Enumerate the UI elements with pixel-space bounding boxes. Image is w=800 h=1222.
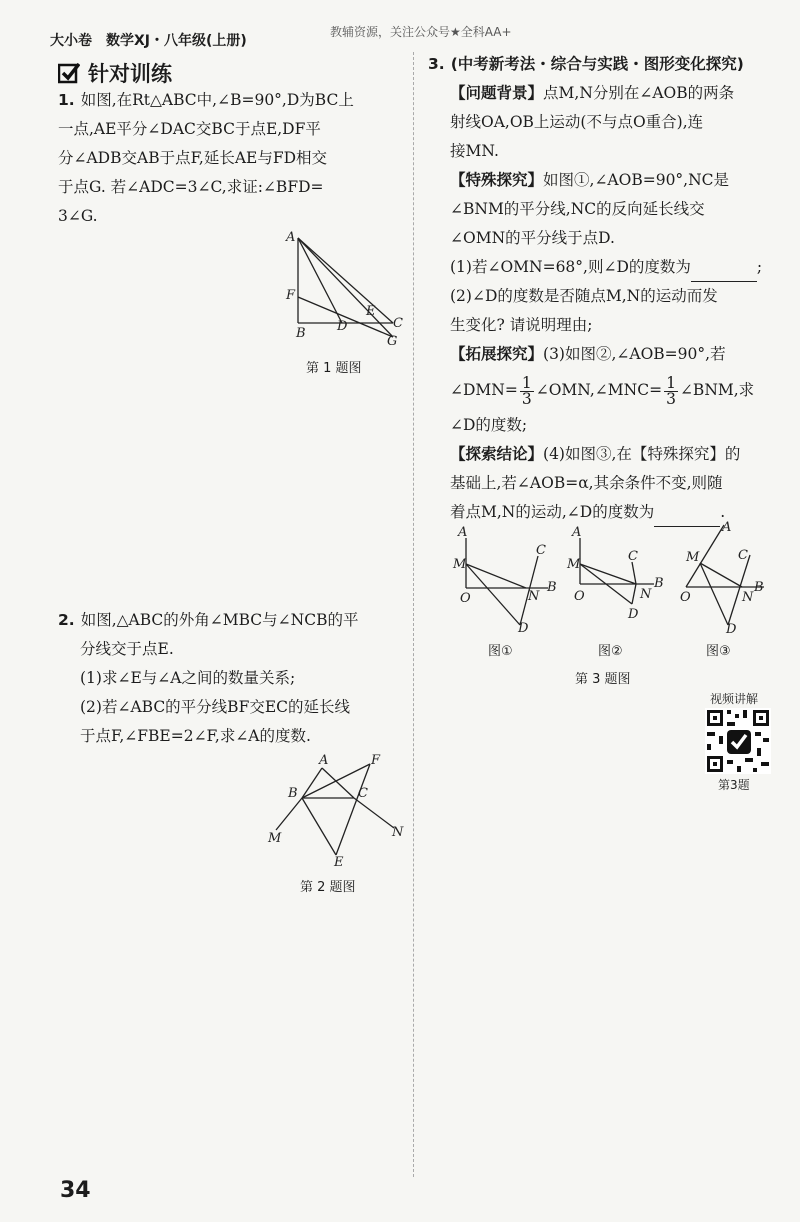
check-icon (58, 62, 80, 84)
header-title: 大小卷 数学XJ・八年级(上册) (50, 33, 247, 49)
fig3a-label-d: D (518, 621, 529, 635)
fraction-one-third (664, 373, 678, 408)
fig3b-label-d: D (628, 607, 639, 622)
figure-3-panel-1 (448, 520, 558, 635)
fig3a-label-o: O (460, 591, 471, 606)
figure-2 (262, 750, 407, 870)
fig1-label-a: A (286, 230, 296, 245)
problem-1-line: 一点,AE平分∠DAC交BC于点E,DF平 (58, 120, 321, 138)
problem-3-line: 点M,N分别在∠AOB的两条 (543, 84, 735, 102)
section-title (58, 58, 172, 88)
problem-1-number: 1. (58, 91, 75, 109)
question-1: (1)若∠OMN=68°,则∠D的度数为 (450, 258, 691, 276)
problem-1-line: 分∠ADB交AB于点F,延长AE与FD相交 (58, 149, 328, 167)
fig1-label-f: F (286, 288, 296, 303)
problem-1-line: 于点G. 若∠ADC=3∠C,求证:∠BFD= (58, 178, 324, 196)
fig3c-label-n: N (742, 590, 754, 605)
fig2-label-c: C (358, 786, 368, 801)
fig1-label-e: E (366, 304, 376, 319)
fig3c-label-m: M (686, 550, 700, 565)
figure-1 (280, 225, 410, 350)
fig3a-label-c: C (536, 543, 546, 558)
question-2-line: (2)∠D的度数是否随点M,N的运动而发 (450, 287, 718, 305)
fig2-label-f: F (371, 753, 381, 768)
problem-3-number: 3. (428, 55, 445, 73)
problem-2-subquestion: (1)求∠E与∠A之间的数量关系; (80, 669, 296, 687)
question-4-line: (4)如图③,在【特殊探究】的 (543, 445, 741, 463)
tag-conclusion: 【探索结论】 (450, 445, 544, 463)
frac-numerator: 1 (521, 373, 532, 392)
frac-denominator: 3 (521, 389, 532, 408)
problem-2 (58, 606, 408, 751)
problem-2-subquestion: (2)若∠ABC的平分线BF交EC的延长线 (80, 698, 350, 716)
fig1-label-b: B (296, 326, 306, 341)
figure-2-caption: 第 2 题图 (300, 880, 356, 895)
problem-2-line: 分线交于点E. (80, 640, 174, 658)
fig3b-label-a: A (572, 525, 582, 540)
fraction-one-third (520, 373, 534, 408)
fig3b-label-b: B (654, 576, 664, 591)
qr-code-icon[interactable] (705, 708, 771, 774)
answer-blank-1 (691, 263, 757, 282)
problem-3 (428, 50, 778, 527)
fig1-label-d: D (337, 319, 348, 334)
figure-3-caption: 第 3 题图 (575, 672, 631, 687)
fig1-label-g: G (387, 334, 398, 349)
question-4-line: 着点M,N的运动,∠D的度数为 (450, 503, 655, 521)
fig3a-label-b: B (547, 580, 557, 595)
fig3c-label-c: C (738, 548, 748, 563)
header-watermark: 教辅资源，关注公众号★全科AA+ (330, 25, 512, 39)
problem-3-line: ∠OMN的平分线于点D. (450, 229, 615, 247)
figure-3-label-2: 图② (598, 644, 623, 659)
figure-1-caption: 第 1 题图 (306, 361, 362, 376)
fig3b-label-n: N (640, 587, 652, 602)
fig1-label-c: C (393, 316, 403, 331)
frac-numerator: 1 (666, 373, 676, 392)
problem-3-line: ∠BNM的平分线,NC的反向延长线交 (450, 200, 705, 218)
fig2-label-e: E (334, 855, 344, 870)
problem-2-subquestion: 于点F,∠FBE=2∠F,求∠A的度数. (80, 727, 311, 745)
fig3b-label-o: O (574, 589, 585, 604)
problem-3-title: (中考新考法・综合与实践・图形变化探究) (450, 55, 744, 73)
fig3c-label-o: O (680, 590, 691, 605)
fig3b-label-c: C (628, 549, 638, 564)
problem-2-line: 如图,△ABC的外角∠MBC与∠NCB的平 (80, 611, 359, 629)
fig2-label-a: A (319, 753, 329, 768)
problem-3-line: 接MN. (450, 142, 499, 160)
tag-special: 【特殊探究】 (450, 171, 544, 189)
fig2-label-b: B (288, 786, 298, 801)
fig3a-label-n: N (528, 589, 540, 604)
fig2-label-n: N (392, 825, 404, 840)
question-1-end: ; (756, 258, 763, 276)
question-3-end: ∠D的度数; (450, 416, 528, 434)
problem-1-line: 如图,在Rt△ABC中,∠B=90°,D为BC上 (80, 91, 354, 109)
fig3a-label-m: M (453, 557, 467, 572)
problem-1-line: 3∠G. (58, 207, 98, 225)
question-3-part: ∠BNM,求 (679, 381, 755, 399)
question-4-end: . (720, 503, 726, 521)
page-number: 34 (60, 1178, 91, 1203)
question-3-line: (3)如图②,∠AOB=90°,若 (543, 345, 726, 363)
fig3c-label-a: A (722, 520, 732, 535)
problem-2-number: 2. (58, 611, 75, 629)
question-4-line: 基础上,若∠AOB=α,其余条件不变,则随 (450, 474, 723, 492)
problem-1 (58, 86, 408, 231)
question-3-part: ∠OMN,∠MNC= (535, 381, 663, 399)
question-3-part: ∠DMN= (450, 381, 518, 399)
qr-subtitle: 第3题 (718, 778, 750, 792)
column-divider (413, 52, 414, 1177)
figure-3-panel-2 (562, 520, 672, 635)
section-title-text: 针对训练 (88, 62, 172, 86)
problem-3-line: 射线OA,OB上运动(不与点O重合),连 (450, 113, 704, 131)
figure-3-panel-3 (672, 515, 782, 635)
figure-3-label-3: 图③ (706, 644, 731, 659)
tag-extension: 【拓展探究】 (450, 345, 544, 363)
question-2-line: 生变化? 请说明理由; (450, 316, 593, 334)
figure-3-label-1: 图① (488, 644, 513, 659)
tag-background: 【问题背景】 (450, 84, 544, 102)
fig3c-label-b: B (754, 580, 764, 595)
qr-label: 视频讲解 (710, 692, 759, 706)
fig2-label-m: M (268, 831, 282, 846)
problem-3-line: 如图①,∠AOB=90°,NC是 (543, 171, 730, 189)
fig3c-label-d: D (726, 622, 737, 635)
fig3a-label-a: A (458, 525, 468, 540)
frac-denominator: 3 (666, 389, 676, 408)
fig3b-label-m: M (567, 557, 581, 572)
